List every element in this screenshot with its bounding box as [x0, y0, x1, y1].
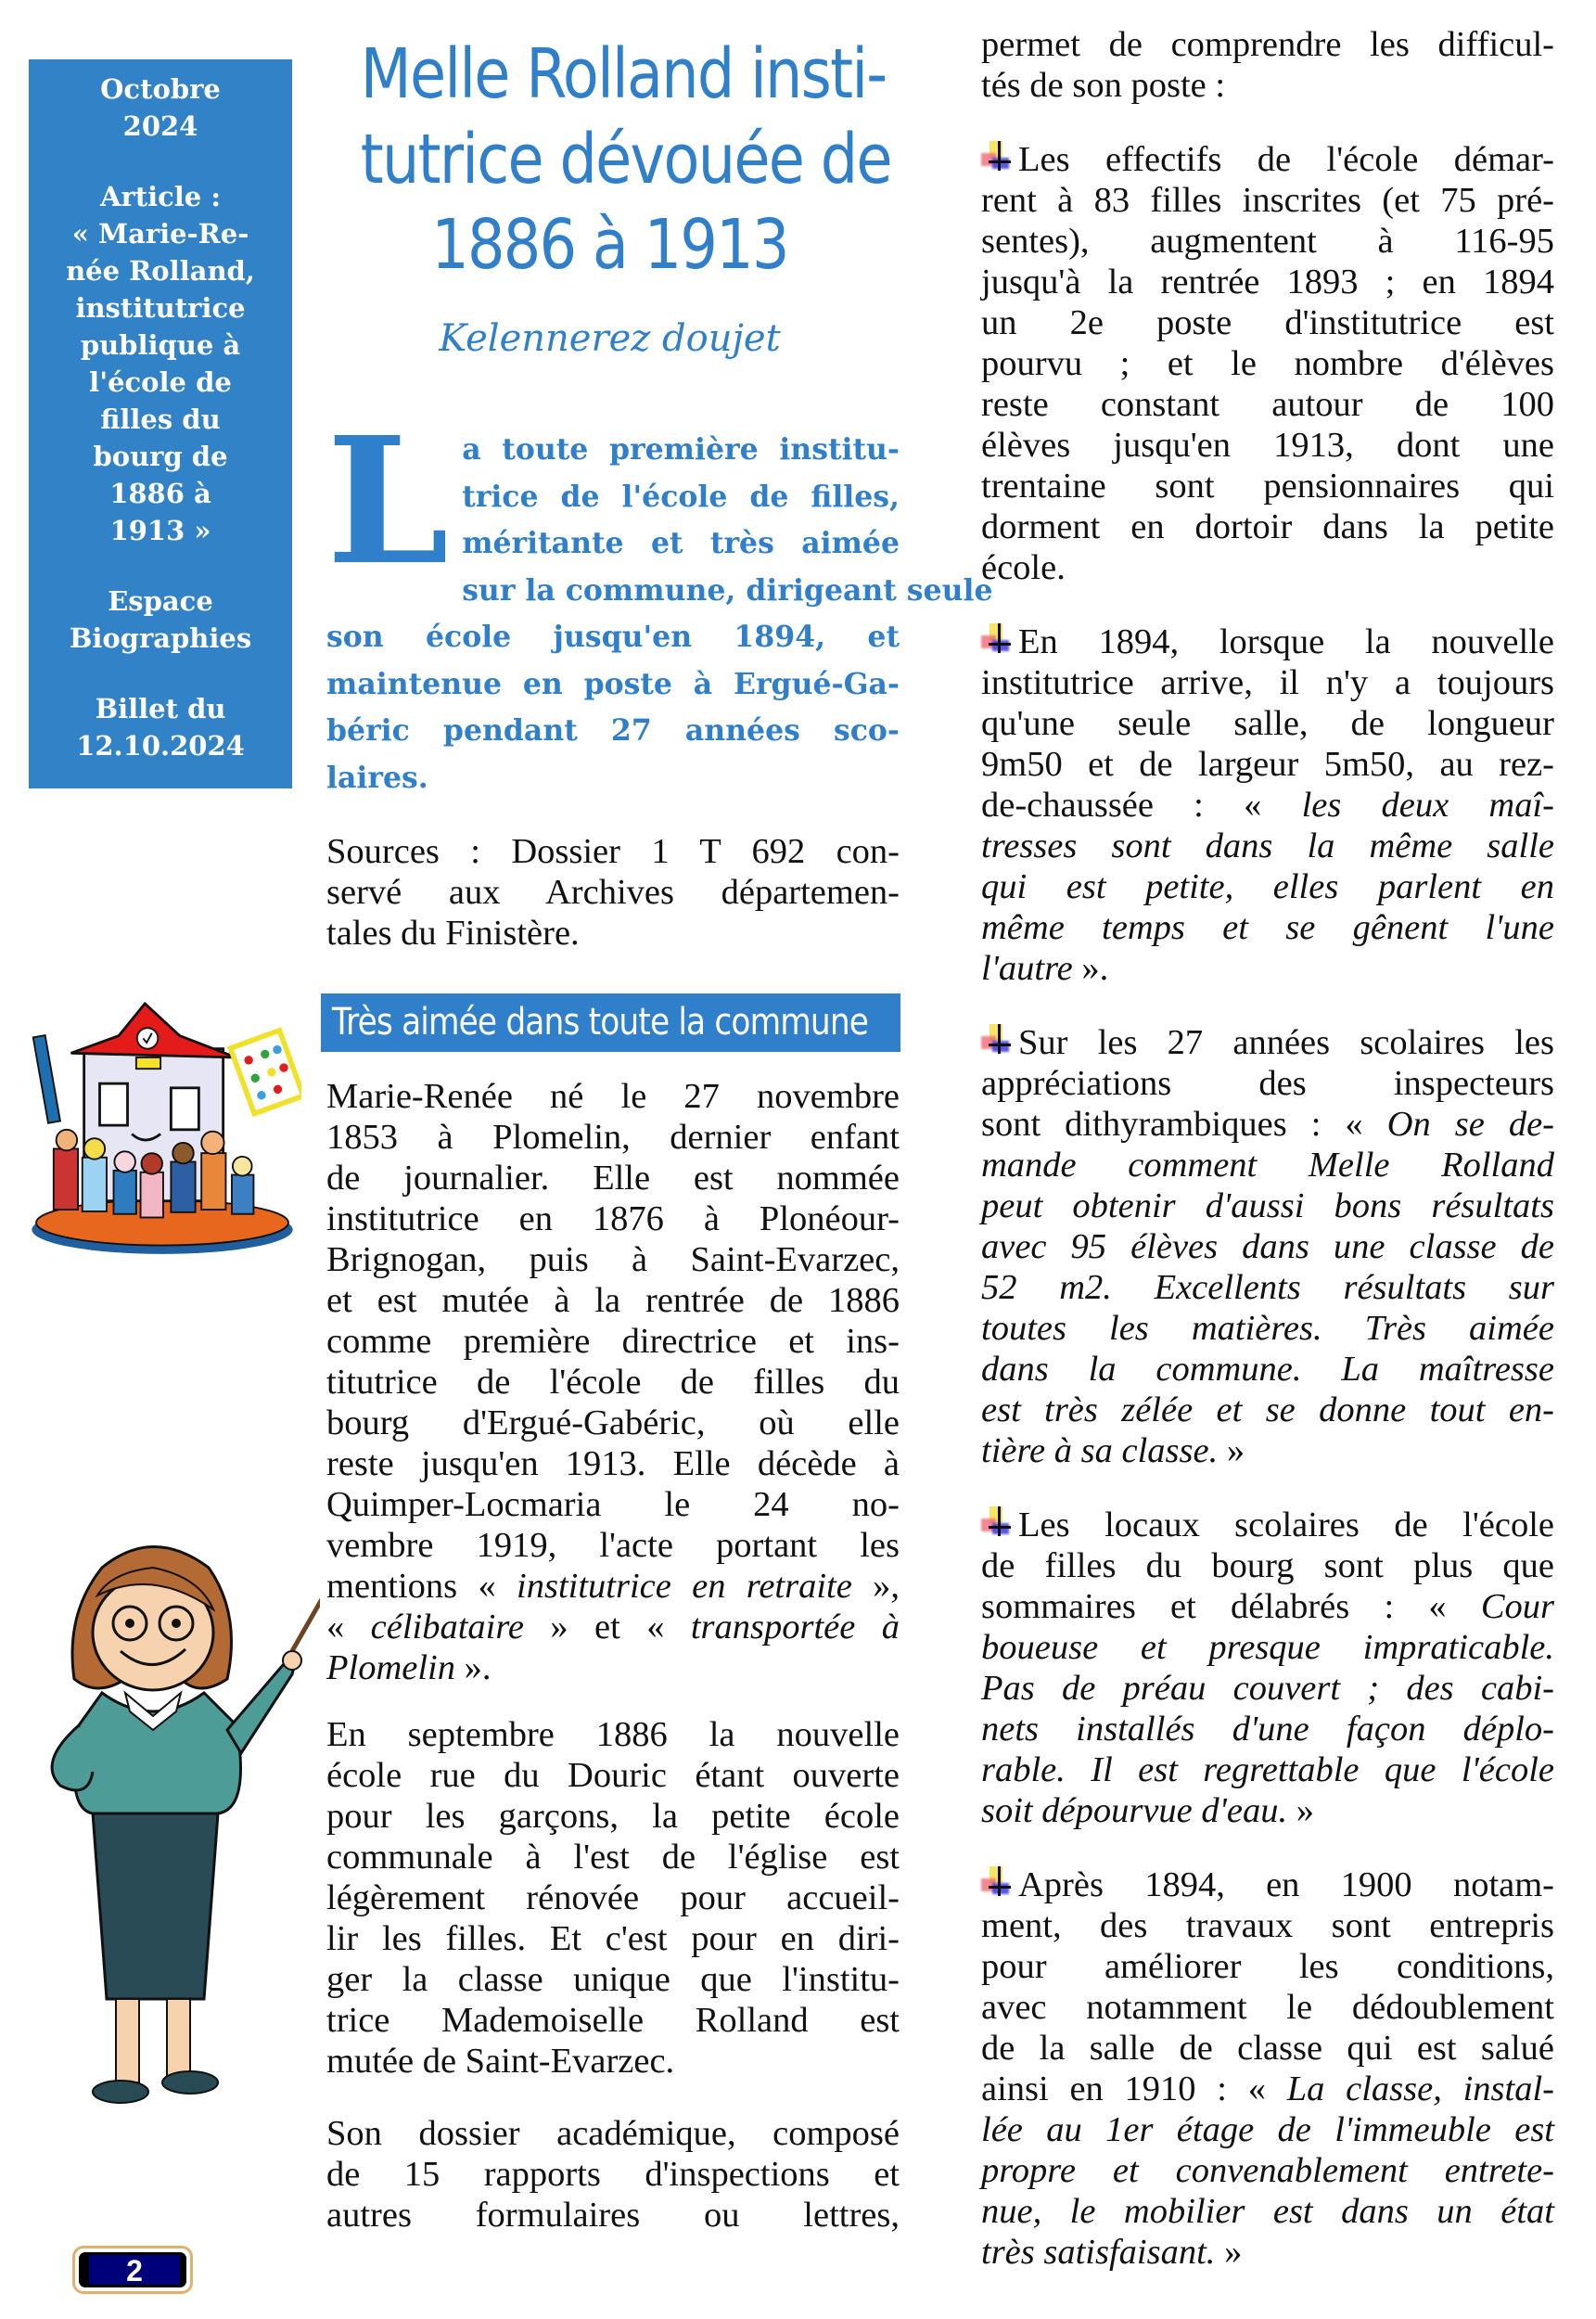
drop-cap: L [326, 399, 450, 604]
bullet-item: En 1894, lorsque la nouvelle institutrice arrive, il n'y a toujours qu'une seule salle, de longueur 9m50 et de largeur 5m50, au rez- de-chaussée : « les deux maî- tresses sont dans la même salle qui est petite, elles parlent en même temps et se gênent l'une l'autre ». [981, 622, 1554, 988]
school-illustration-icon [23, 988, 301, 1266]
lead-paragraph: permet de comprendre les difficul- tés de son poste : [981, 25, 1554, 105]
issue-date: Octobre 2024 [100, 73, 221, 142]
school-paragraph: En septembre 1886 la nouvelle école rue du Douric étant ouverte pour les garçons, la petite école communale à l'est de l'église est légèrement rénovée pour accueil- lir les filles. Et c'est pour en diri- ger la classe unique que l'institu- trice Mademoiselle Rolland est mutée de Saint-Evarzec. [326, 1715, 900, 2081]
colored-cross-bullet-icon [981, 1024, 1015, 1057]
bullet-item: Les locaux scolaires de l'école de filles du bourg sont plus que sommaires et délabrés : « Cour boueuse et presque impraticable. Pas de préau couvert ; des cabi- nets installés d'une façon déplo- rable. Il est regrettable que l'école soit dépourvue d'eau. » [981, 1505, 1554, 1830]
bullet-item: Après 1894, en 1900 notam- ment, des travaux sont entrepris pour améliorer les conditions, avec notamment le dédoublement de la salle de classe qui est salué ainsi en 1910 : « La classe, instal- lée au 1er étage de l'immeuble est propre et convenablement entrete- nue, le mobilier est dans un état très satisfaisant. » [981, 1865, 1554, 2272]
intro-paragraph: L a toute première institu- trice de l'école de filles, méritante et très aimée sur la commune, dirigeant seule son école jusqu'en 1894, et maintenue en poste à Ergué-Ga- béric pendant 27 années sco- laires. [326, 399, 993, 795]
colored-cross-bullet-icon [981, 1866, 1015, 1900]
colored-cross-bullet-icon [981, 141, 1015, 174]
bullet-item: Sur les 27 années scolaires les appréciations des inspecteurs sont dithyrambiques : « On se de- mande comment Melle Rolland peut obtenir d'aussi bons résultats avec 95 élèves dans une classe de 52 m2. Excellents résultats sur toutes les matières. Très aimée dans la commune. La maîtresse est très zélée et se donne tout en- tière à sa classe. » [981, 1023, 1554, 1470]
article-info-box [29, 59, 292, 788]
billet-date: Billet du 12.10.2024 [76, 693, 245, 762]
colored-cross-bullet-icon [981, 1506, 1015, 1540]
article-reference: Article : « Marie-Re- née Rolland, institutrice publique à l'école de filles du bourg de 1886 à 1913 » [66, 181, 255, 546]
author-byline: Kelennerez doujet [439, 317, 781, 360]
colored-cross-bullet-icon [981, 623, 1015, 657]
teacher-illustration-icon [14, 1531, 320, 2124]
dossier-paragraph: Son dossier académique, composé de 15 rapports d'inspections et autres formulaires ou lettres, [326, 2114, 900, 2235]
section-space: Espace Biographies [69, 585, 252, 654]
bio-paragraph: Marie-Renée né le 27 novembre 1853 à Plomelin, dernier enfant de journalier. Elle est nommée institutrice en 1876 à Plonéour- Brignogan, puis à Saint-Evarzec, et est mutée à la rentrée de 1886 comme première directrice et ins- titutrice de l'école de filles du bourg d'Ergué-Gabéric, où elle reste jusqu'en 1913. Elle décède à Quimper-Locmaria le 24 no- vembre 1919, l'acte portant les mentions « institutrice en retraite », « célibataire » et « transportée à Plomelin ». [326, 1077, 900, 1687]
bullet-item: Les effectifs de l'école démar- rent à 83 filles inscrites (et 75 pré- sentes), augmentent à 116-95 jusqu'à la rentrée 1893 ; en 1894 un 2e poste d'institutrice est pourvu ; et le nombre d'élèves reste constant autour de 100 élèves jusqu'en 1913, dont une trentaine sont pensionnaires qui dorment en dortoir dans la petite école. [981, 140, 1554, 587]
section-heading: Très aimée dans toute la commune [321, 993, 900, 1052]
right-column [981, 24, 1554, 2306]
sources-note: Sources : Dossier 1 T 692 con- servé aux Archives départemen- tales du Finistère. [326, 832, 900, 953]
page-title: Melle Rolland insti- tutrice dévouée de 1886 à 1913 [360, 34, 891, 285]
page-number-badge: 2 [72, 2246, 193, 2294]
